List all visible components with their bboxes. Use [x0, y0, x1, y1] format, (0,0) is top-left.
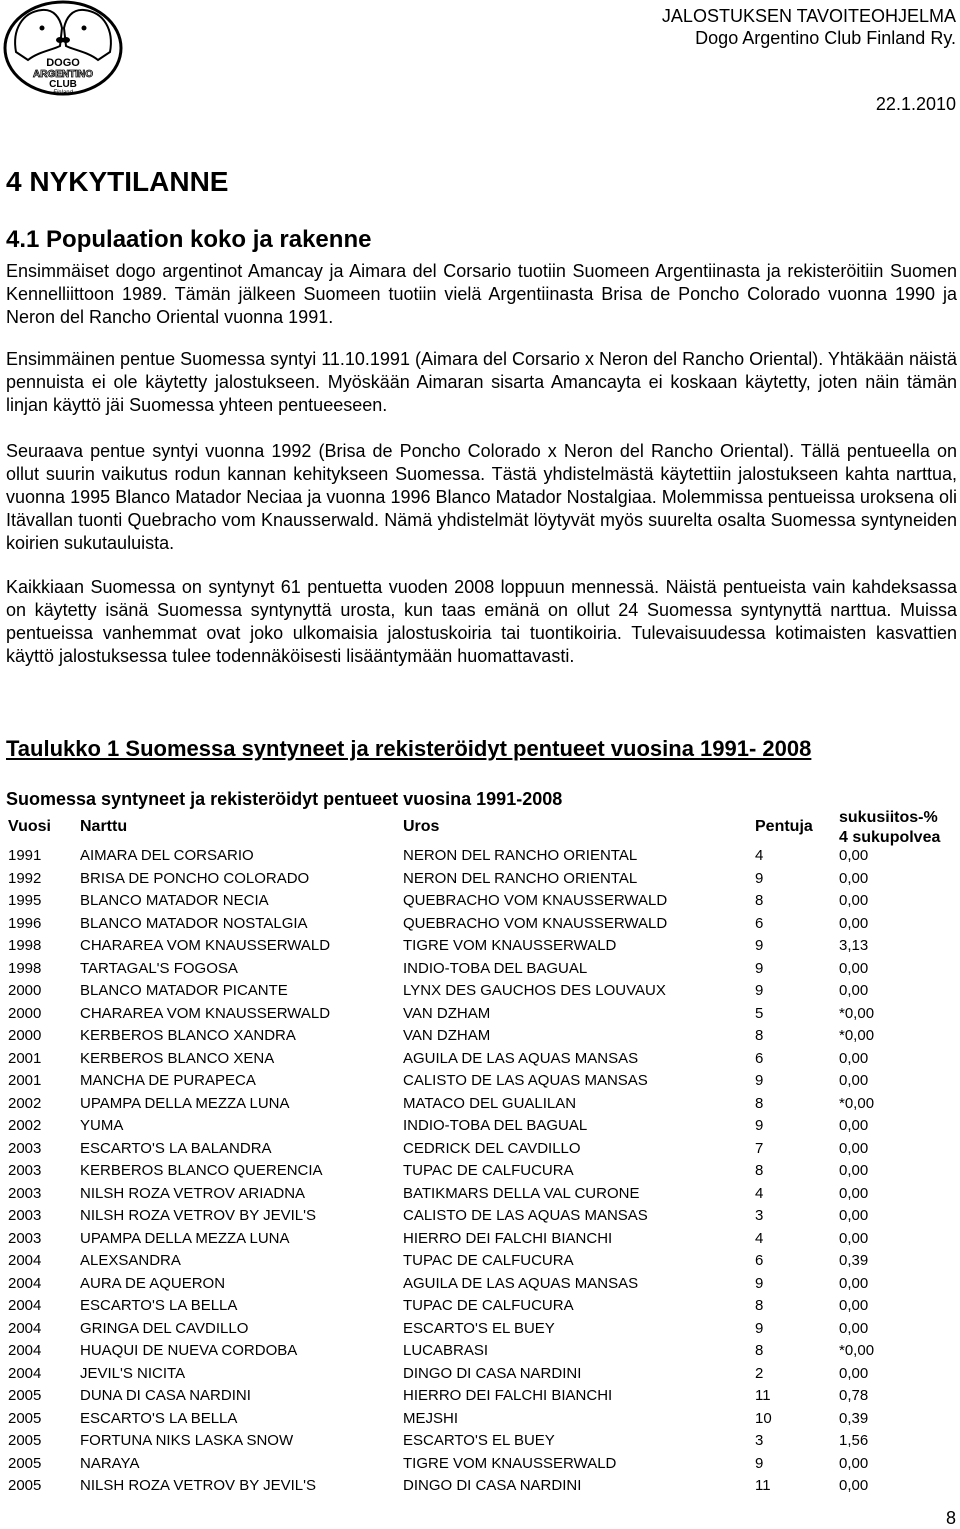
cell-male: HIERRO DEI FALCHI BIANCHI — [403, 1229, 613, 1247]
table-row — [0, 1252, 960, 1274]
cell-litters: 4 — [755, 1184, 764, 1202]
cell-male: ESCARTO'S EL BUEY — [403, 1319, 555, 1337]
cell-inbreeding: 0,00 — [839, 1364, 869, 1382]
cell-inbreeding: 0,00 — [839, 1477, 869, 1494]
cell-inbreeding: 1,56 — [839, 1432, 869, 1449]
cell-female: UPAMPA DELLA MEZZA LUNA — [80, 1094, 290, 1112]
table-row — [0, 937, 960, 959]
logo-text-dogo: DOGO — [46, 57, 80, 69]
table-row — [0, 1365, 960, 1387]
cell-year: 1998 — [8, 959, 42, 977]
cell-litters: 8 — [755, 1162, 764, 1179]
table-title: Suomessa syntyneet ja rekisteröidyt pentueet vuosina 1991-2008 — [6, 789, 563, 809]
cell-female: BLANCO MATADOR PICANTE — [80, 982, 288, 999]
cell-female: BRISA DE PONCHO COLORADO — [80, 869, 310, 887]
cell-male: HIERRO DEI FALCHI BIANCHI — [403, 1387, 613, 1404]
cell-inbreeding: 3,13 — [839, 937, 869, 954]
cell-litters: 9 — [755, 1274, 764, 1292]
table-row — [0, 1095, 960, 1117]
cell-year: 1996 — [8, 914, 42, 932]
cell-inbreeding: 0,00 — [839, 1072, 869, 1089]
cell-male: BATIKMARS DELLA VAL CURONE — [403, 1184, 640, 1202]
table-row — [0, 1140, 960, 1162]
header-inbreeding-line1: sukusiitos-% — [839, 809, 938, 826]
cell-year: 2000 — [8, 1027, 42, 1044]
cell-male: QUEBRACHO VOM KNAUSSERWALD — [403, 914, 668, 932]
cell-litters: 9 — [755, 869, 764, 887]
cell-year: 2004 — [8, 1274, 42, 1292]
cell-male: MATACO DEL GUALILAN — [403, 1094, 577, 1112]
cell-female: CHARAREA VOM KNAUSSERWALD — [80, 1004, 331, 1022]
cell-inbreeding: 0,00 — [839, 1274, 869, 1292]
cell-female: BLANCO MATADOR NOSTALGIA — [80, 914, 308, 932]
cell-inbreeding: 0,00 — [839, 914, 869, 932]
cell-year: 1995 — [8, 892, 42, 909]
document-title: JALOSTUKSEN TAVOITEOHJELMA — [661, 6, 956, 26]
cell-year: 2004 — [8, 1252, 42, 1269]
cell-female: KERBEROS BLANCO QUERENCIA — [80, 1162, 323, 1179]
cell-inbreeding: 0,00 — [839, 1184, 869, 1202]
cell-litters: 4 — [755, 847, 764, 864]
cell-litters: 5 — [755, 1004, 764, 1022]
section-title: 4 NYKYTILANNE — [6, 166, 229, 197]
cell-female: UPAMPA DELLA MEZZA LUNA — [80, 1229, 290, 1247]
table-row — [0, 892, 960, 914]
table-row — [0, 870, 960, 892]
cell-male: NERON DEL RANCHO ORIENTAL — [403, 847, 638, 864]
cell-female: NILSH ROZA VETROV BY JEVIL'S — [80, 1477, 316, 1494]
cell-inbreeding: 0,39 — [839, 1409, 869, 1427]
cell-year: 2005 — [8, 1387, 42, 1404]
table-row — [0, 1027, 960, 1049]
cell-inbreeding: 0,39 — [839, 1252, 869, 1269]
table-row — [0, 1275, 960, 1297]
cell-male: DINGO DI CASA NARDINI — [403, 1364, 582, 1382]
table-row — [0, 1477, 960, 1499]
cell-female: FORTUNA NIKS LASKA SNOW — [80, 1432, 294, 1449]
cell-inbreeding: *0,00 — [839, 1094, 875, 1112]
cell-male: TIGRE VOM KNAUSSERWALD — [403, 1454, 617, 1472]
cell-inbreeding: *0,00 — [839, 1027, 875, 1044]
table-row — [0, 1410, 960, 1432]
cell-male: TUPAC DE CALFUCURA — [403, 1297, 574, 1314]
cell-year: 1992 — [8, 869, 42, 887]
paragraph-3: Seuraava pentue syntyi vuonna 1992 (Brisa de Poncho Colorado x Neron del Rancho Oriental). Tällä pentueella on ollut suurin vaikutus rodun kannan kehitykseen Suomessa. Tästä yhdistelmästä käytettiin jalostukseen kahta narttua, vuonna 1995 Blanco Matador Neciaa ja vuonna 1996 Blanco Matador Nostalgiaa. Molemmissa pentueissa uroksena oli Itävallan tuonti Quebracho vom Knausserwald. Nämä yhdistelmät löytyvät myös suurelta osalta Suomessa syntyneiden koirien sukutauluista. — [6, 441, 957, 553]
cell-year: 2005 — [8, 1454, 42, 1472]
cell-female: CHARAREA VOM KNAUSSERWALD — [80, 937, 331, 954]
header-year: Vuosi — [8, 818, 51, 835]
table-row — [0, 1230, 960, 1252]
cell-male: TUPAC DE CALFUCURA — [403, 1162, 574, 1179]
cell-litters: 4 — [755, 1229, 764, 1247]
table-row — [0, 1297, 960, 1319]
table-row — [0, 847, 960, 869]
cell-female: ALEXSANDRA — [80, 1252, 181, 1269]
cell-female: AURA DE AQUERON — [80, 1274, 226, 1292]
cell-inbreeding: 0,00 — [839, 982, 869, 999]
cell-female: KERBEROS BLANCO XANDRA — [80, 1027, 296, 1044]
cell-year: 2004 — [8, 1364, 42, 1382]
cell-litters: 9 — [755, 1117, 764, 1134]
table-row — [0, 1005, 960, 1027]
cell-litters: 6 — [755, 1049, 764, 1067]
cell-year: 2002 — [8, 1094, 42, 1112]
cell-male: CEDRICK DEL CAVDILLO — [403, 1139, 581, 1157]
table-row — [0, 1455, 960, 1477]
cell-year: 2001 — [8, 1072, 42, 1089]
cell-inbreeding: 0,00 — [839, 1229, 869, 1247]
cell-inbreeding: 0,00 — [839, 1117, 869, 1134]
header-litters: Pentuja — [755, 818, 813, 835]
cell-female: GRINGA DEL CAVDILLO — [80, 1319, 249, 1337]
cell-inbreeding: 0,00 — [839, 1049, 869, 1067]
cell-female: ESCARTO'S LA BALANDRA — [80, 1139, 272, 1157]
cell-inbreeding: 0,00 — [839, 1207, 869, 1224]
header-male: Uros — [403, 818, 440, 835]
table-row — [0, 1432, 960, 1454]
cell-female: ESCARTO'S LA BELLA — [80, 1297, 238, 1314]
table-row — [0, 1117, 960, 1139]
table-row — [0, 1072, 960, 1094]
cell-litters: 6 — [755, 1252, 764, 1269]
cell-year: 1991 — [8, 847, 42, 864]
cell-litters: 8 — [755, 1297, 764, 1314]
table-row — [0, 1162, 960, 1184]
organization-name: Dogo Argentino Club Finland Ry. — [695, 28, 956, 48]
cell-litters: 10 — [755, 1409, 772, 1427]
cell-litters: 8 — [755, 892, 764, 909]
cell-female: MANCHA DE PURAPECA — [80, 1072, 256, 1089]
cell-male: INDIO-TOBA DEL BAGUAL — [403, 959, 588, 977]
cell-male: DINGO DI CASA NARDINI — [403, 1477, 582, 1494]
table-row — [0, 960, 960, 982]
logo-text-argentino: ARGENTINO — [33, 69, 93, 80]
cell-litters: 6 — [755, 914, 764, 932]
cell-inbreeding: 0,00 — [839, 1454, 869, 1472]
cell-male: INDIO-TOBA DEL BAGUAL — [403, 1117, 588, 1134]
paragraph-4: Kaikkiaan Suomessa on syntynyt 61 pentuetta vuoden 2008 loppuun mennessä. Näistä pentueista vain kahdeksassa on käytetty isänä Suomessa syntynyttä urosta, kun taas emänä on ollut 24 Suomessa syntynyttä narttua. Muissa pentueissa vanhemmat ovat joko ulkomaisia jalostuskoiria tai tuontikoiria. Tulevaisuudessa kotimaisten kasvattien käyttö jalostuksessa tulee todennäköisesti lisääntymään huomattavasti. — [6, 577, 957, 666]
cell-litters: 7 — [755, 1139, 764, 1157]
cell-female: AIMARA DEL CORSARIO — [80, 847, 254, 864]
cell-litters: 8 — [755, 1027, 764, 1044]
cell-inbreeding: 0,78 — [839, 1387, 869, 1404]
cell-litters: 11 — [755, 1477, 771, 1494]
cell-litters: 8 — [755, 1342, 764, 1359]
header-female: Narttu — [80, 818, 128, 835]
table-row — [0, 915, 960, 937]
cell-year: 2003 — [8, 1139, 42, 1157]
cell-inbreeding: 0,00 — [839, 959, 869, 977]
cell-year: 2002 — [8, 1117, 42, 1134]
cell-female: DUNA DI CASA NARDINI — [80, 1387, 251, 1404]
cell-inbreeding: 0,00 — [839, 869, 869, 887]
cell-year: 2000 — [8, 982, 42, 999]
cell-male: VAN DZHAM — [403, 1004, 491, 1022]
cell-male: VAN DZHAM — [403, 1027, 491, 1044]
cell-inbreeding: 0,00 — [839, 1139, 869, 1157]
document-date: 22.1.2010 — [875, 94, 956, 114]
cell-year: 2003 — [8, 1229, 42, 1247]
cell-male: NERON DEL RANCHO ORIENTAL — [403, 869, 638, 887]
paragraph-1: Ensimmäiset dogo argentinot Amancay ja Aimara del Corsario tuotiin Suomeen Argentiinasta ja rekisteröitiin Suomen Kennelliittoon 1989. Tämän jälkeen Suomeen tuotiin vielä Argentiinasta Brisa de Poncho Colorado vuonna 1990 ja Neron del Rancho Oriental vuonna 1991. — [6, 261, 957, 327]
table-row — [0, 1207, 960, 1229]
cell-year: 2000 — [8, 1004, 42, 1022]
cell-male: LUCABRASI — [403, 1342, 489, 1359]
cell-litters: 9 — [755, 959, 764, 977]
cell-year: 2004 — [8, 1319, 42, 1337]
table-row — [0, 1320, 960, 1342]
table-caption: Taulukko 1 Suomessa syntyneet ja rekisteröidyt pentueet vuosina 1991- 2008 — [6, 736, 812, 761]
logo-text-finland: Finland — [53, 90, 73, 96]
paragraph-2: Ensimmäinen pentue Suomessa syntyi 11.10.1991 (Aimara del Corsario x Neron del Rancho Oriental). Yhtäkään näistä pennuista ei ole käytetty jalostukseen. Myöskään Aimaran sisarta Amancayta ei koskaan käytetty, joten näin tämän linjan käyttö jäi Suomessa yhteen pentueeseen. — [6, 349, 957, 415]
cell-female: ESCARTO'S LA BELLA — [80, 1409, 238, 1427]
cell-litters: 9 — [755, 1072, 764, 1089]
cell-male: TUPAC DE CALFUCURA — [403, 1252, 574, 1269]
table-row — [0, 1342, 960, 1364]
document-header — [662, 5, 956, 49]
cell-inbreeding: 0,00 — [839, 892, 869, 909]
cell-inbreeding: 0,00 — [839, 847, 869, 864]
logo-text-club: CLUB — [49, 79, 77, 90]
cell-male: TIGRE VOM KNAUSSERWALD — [403, 937, 617, 954]
cell-year: 2003 — [8, 1184, 42, 1202]
cell-female: NILSH ROZA VETROV BY JEVIL'S — [80, 1207, 316, 1224]
cell-year: 2005 — [8, 1477, 42, 1494]
cell-female: TARTAGAL'S FOGOSA — [80, 959, 238, 977]
cell-litters: 3 — [755, 1432, 764, 1449]
cell-male: AGUILA DE LAS AQUAS MANSAS — [403, 1049, 639, 1067]
cell-litters: 11 — [755, 1387, 771, 1404]
cell-year: 2005 — [8, 1409, 42, 1427]
table-row — [0, 1185, 960, 1207]
cell-female: HUAQUI DE NUEVA CORDOBA — [80, 1342, 298, 1359]
cell-female: BLANCO MATADOR NECIA — [80, 892, 269, 909]
cell-year: 2003 — [8, 1162, 42, 1179]
cell-year: 2003 — [8, 1207, 42, 1224]
cell-litters: 9 — [755, 937, 764, 954]
cell-inbreeding: *0,00 — [839, 1342, 875, 1359]
cell-male: ESCARTO'S EL BUEY — [403, 1432, 555, 1449]
cell-inbreeding: 0,00 — [839, 1319, 869, 1337]
cell-year: 2005 — [8, 1432, 42, 1449]
header-inbreeding — [839, 808, 940, 848]
cell-year: 2004 — [8, 1342, 42, 1359]
table-row — [0, 982, 960, 1004]
cell-litters: 9 — [755, 982, 764, 999]
cell-male: MEJSHI — [403, 1409, 459, 1427]
cell-male: CALISTO DE LAS AQUAS MANSAS — [403, 1207, 648, 1224]
table-row — [0, 1050, 960, 1072]
header-inbreeding-line2: 4 sukupolvea — [839, 829, 941, 846]
cell-male: AGUILA DE LAS AQUAS MANSAS — [403, 1274, 639, 1292]
cell-female: JEVIL'S NICITA — [80, 1364, 186, 1382]
cell-inbreeding: 0,00 — [839, 1297, 869, 1314]
cell-female: YUMA — [80, 1117, 124, 1134]
club-logo — [2, 0, 124, 98]
cell-litters: 8 — [755, 1094, 764, 1112]
cell-litters: 3 — [755, 1207, 764, 1224]
cell-year: 2004 — [8, 1297, 42, 1314]
cell-year: 1998 — [8, 937, 42, 954]
page-number: 8 — [945, 1508, 956, 1528]
cell-inbreeding: *0,00 — [839, 1004, 875, 1022]
cell-litters: 2 — [755, 1364, 764, 1382]
cell-male: CALISTO DE LAS AQUAS MANSAS — [403, 1072, 648, 1089]
subsection-title: 4.1 Populaation koko ja rakenne — [6, 226, 372, 253]
cell-female: KERBEROS BLANCO XENA — [80, 1049, 275, 1067]
cell-female: NARAYA — [80, 1454, 140, 1472]
cell-male: LYNX DES GAUCHOS DES LOUVAUX — [403, 982, 666, 999]
cell-year: 2001 — [8, 1049, 42, 1067]
cell-litters: 9 — [755, 1319, 764, 1337]
cell-inbreeding: 0,00 — [839, 1162, 869, 1179]
cell-female: NILSH ROZA VETROV ARIADNA — [80, 1184, 306, 1202]
cell-litters: 9 — [755, 1454, 764, 1472]
cell-male: QUEBRACHO VOM KNAUSSERWALD — [403, 892, 668, 909]
table-row — [0, 1387, 960, 1409]
